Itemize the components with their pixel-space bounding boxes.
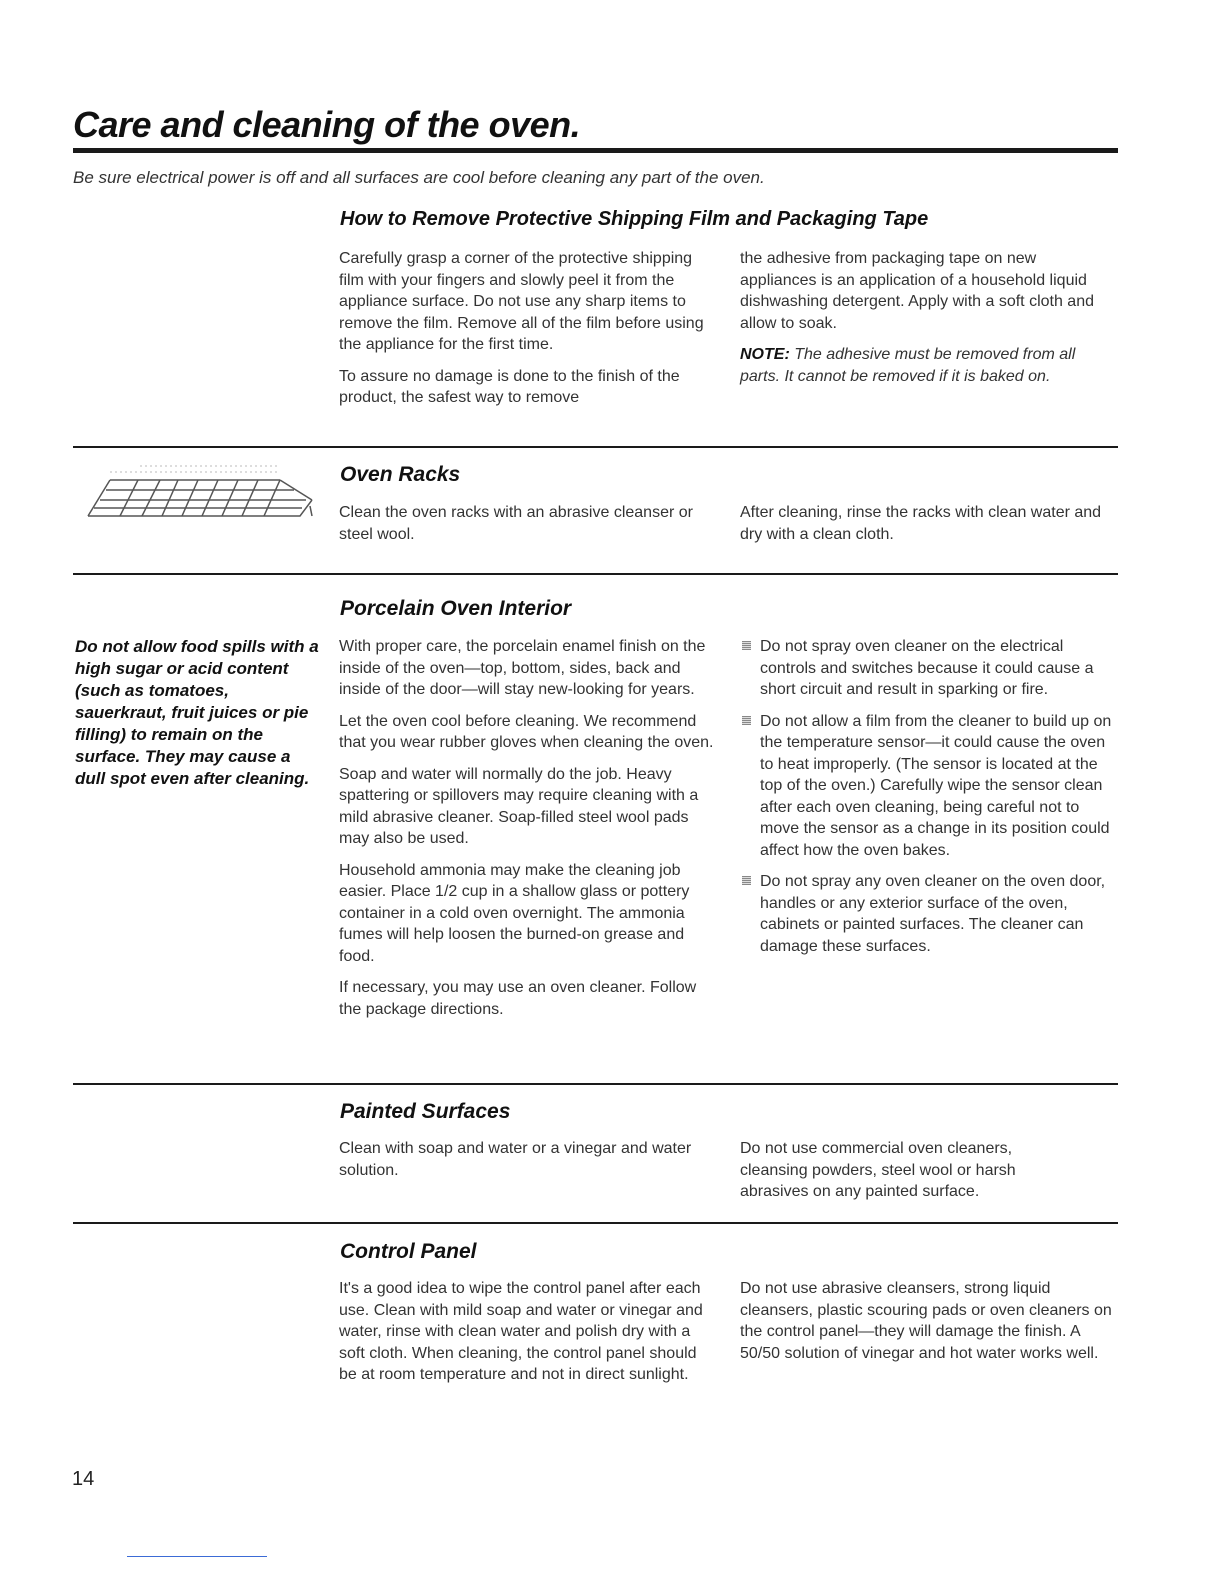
paragraph: Soap and water will normally do the job. Heavy spattering or spillovers may require cleaning with a mild abrasive cleaner. Soap-filled steel wool pads may also be used. [339, 765, 699, 847]
square-bullet-icon [742, 641, 751, 650]
painted-right-column [740, 1138, 1070, 1213]
paragraph: Clean the oven racks with an abrasive cleanser or steel wool. [339, 504, 693, 543]
section-title-porcelain-interior: Porcelain Oven Interior [340, 597, 572, 620]
note [740, 344, 1112, 387]
section-title-oven-racks: Oven Racks [340, 463, 461, 486]
page-title: Care and cleaning of the oven. [73, 104, 581, 145]
paragraph: Let the oven cool before cleaning. We recommend that you wear rubber gloves when cleaning the oven. [339, 712, 714, 751]
list-item: Do not spray oven cleaner on the electrical controls and switches because it could cause a short circuit and result in sparking or fire. [740, 636, 1118, 701]
note-label: NOTE: [740, 346, 790, 363]
paragraph: Carefully grasp a corner of the protective shipping film with your fingers and slowly peel it from the appliance surface. Do not use any sharp items to remove the film. Remove all of the film before using the appliance for the first time. [339, 250, 704, 353]
section-title-control-panel: Control Panel [340, 1240, 477, 1263]
list-item: Do not allow a film from the cleaner to build up on the temperature sensor—it could cause the oven to heat improperly. (The sensor is located at the top of the oven.) Carefully wipe the sensor clean after each oven cleaning, being careful not to move the sensor as a change in its position could affect how the oven bakes. [740, 711, 1118, 862]
section-divider [73, 1083, 1118, 1085]
paragraph: After cleaning, rinse the racks with clean water and dry with a clean cloth. [740, 504, 1102, 543]
control-panel-left-column [339, 1278, 717, 1396]
paragraph: Do not use commercial oven cleaners, cleansing powders, steel wool or harsh abrasives on any painted surface. [740, 1140, 1016, 1200]
section-divider [73, 446, 1118, 448]
paragraph: With proper care, the porcelain enamel finish on the inside of the oven—top, bottom, sides, back and inside of the door—will stay new-looking for years. [339, 638, 706, 698]
page-subtitle: Be sure electrical power is off and all surfaces are cool before cleaning any part of the oven. [73, 168, 765, 187]
oven-racks-right-column [740, 502, 1115, 555]
caution-sidebar-note: Do not allow food spills with a high sugar or acid content (such as tomatoes, sauerkraut, fruit juices or pie filling) to remain on the surface. They may cause a dull spot even after cleaning. [75, 637, 319, 788]
section-title-painted-surfaces: Painted Surfaces [340, 1100, 511, 1123]
list-item: Do not spray any oven cleaner on the oven door, handles or any exterior surface of the oven, cabinets or painted surfaces. The cleaner can damage these surfaces. [740, 871, 1118, 957]
paragraph: If necessary, you may use an oven cleaner. Follow the package directions. [339, 979, 697, 1018]
section-divider [73, 1222, 1118, 1224]
oven-rack-illustration [80, 458, 320, 526]
footer-line [127, 1556, 267, 1557]
section-title-shipping-film: How to Remove Protective Shipping Film and Packaging Tape [340, 208, 929, 230]
paragraph: To assure no damage is done to the finish of the product, the safest way to remove [339, 367, 680, 406]
paragraph: the adhesive from packaging tape on new appliances is an application of a household liquid dishwashing detergent. Apply with a soft cloth and allow to soak. [740, 250, 1094, 332]
warning-list [740, 636, 1118, 957]
shipping-film-right-column [740, 248, 1112, 397]
paragraph: It's a good idea to wipe the control panel after each use. Clean with mild soap and water or vinegar and water, rinse with clean water and polish dry with a soft cloth. When cleaning, the control panel should be at room temperature and not in direct sunlight. [339, 1280, 703, 1383]
porcelain-left-column [339, 636, 717, 1030]
paragraph: Household ammonia may make the cleaning job easier. Place 1/2 cup in a shallow glass or pottery container in a cold oven overnight. The ammonia fumes will help loosen the burned-on grease and food. [339, 861, 690, 965]
title-rule [73, 148, 1118, 153]
square-bullet-icon [742, 876, 751, 885]
shipping-film-left-column [339, 248, 711, 419]
porcelain-right-column [740, 636, 1118, 967]
paragraph: Clean with soap and water or a vinegar and water solution. [339, 1140, 692, 1179]
page-number: 14 [72, 1468, 95, 1490]
section-divider [73, 573, 1118, 575]
square-bullet-icon [742, 716, 751, 725]
note-text: The adhesive must be removed from all parts. It cannot be removed if it is baked on. [740, 346, 1076, 385]
painted-left-column [339, 1138, 699, 1191]
paragraph: Do not use abrasive cleansers, strong liquid cleansers, plastic scouring pads or oven cleaners on the control panel—they will damage the finish. A 50/50 solution of vinegar and hot water works well. [740, 1280, 1112, 1362]
oven-racks-left-column [339, 502, 719, 555]
control-panel-right-column [740, 1278, 1112, 1374]
